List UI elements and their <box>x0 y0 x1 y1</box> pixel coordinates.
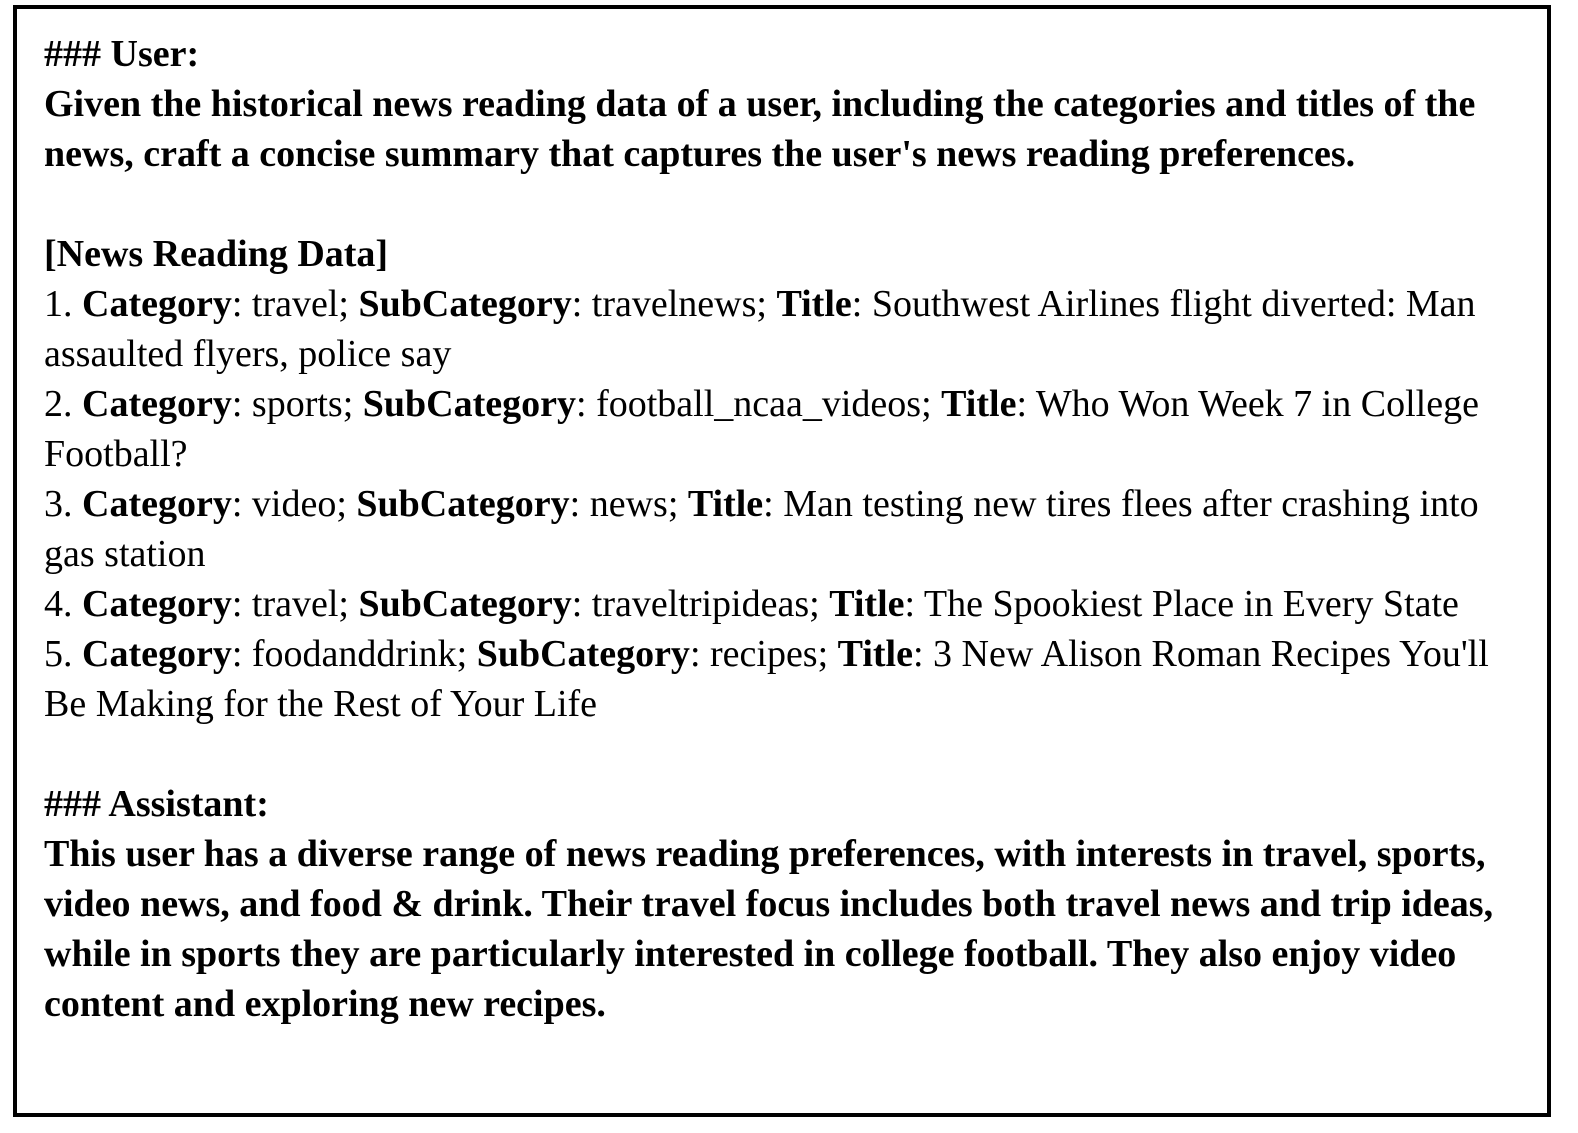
spacer <box>44 179 1534 229</box>
subcategory-value: travelnews <box>591 283 757 325</box>
news-data-header: [News Reading Data] <box>44 233 389 275</box>
subcategory-value: news <box>589 483 668 525</box>
title-label: Title <box>776 283 852 325</box>
title-value: Man testing new tires flees after crashing into gas station <box>44 483 1479 575</box>
subcategory-value: traveltripideas <box>591 583 810 625</box>
subcategory-label: SubCategory <box>356 483 570 525</box>
subcategory-label: SubCategory <box>358 283 572 325</box>
title-value: Southwest Airlines flight diverted: Man assaulted flyers, police say <box>44 283 1476 375</box>
user-header: ### User: <box>44 33 200 75</box>
news-item-number: 2. <box>44 383 73 425</box>
news-item-number: 1. <box>44 283 73 325</box>
user-instruction: Given the historical news reading data of a user, including the categories and titles of the news, craft a concise summary that captures the user's news reading preferences. <box>44 83 1476 175</box>
subcategory-value: football_ncaa_videos <box>596 383 922 425</box>
news-item-4: 4. Category: travel; SubCategory: traveltripideas; Title: The Spookiest Place in Every State <box>44 583 1459 625</box>
category-label: Category <box>82 383 232 425</box>
subcategory-label: SubCategory <box>476 633 690 675</box>
news-item-list <box>44 279 1534 729</box>
category-label: Category <box>82 633 232 675</box>
news-item-number: 4. <box>44 583 73 625</box>
category-value: travel <box>251 283 339 325</box>
subcategory-value: recipes <box>710 633 818 675</box>
news-item-number: 3. <box>44 483 73 525</box>
subcategory-label: SubCategory <box>362 383 576 425</box>
prompt-frame <box>13 5 1551 1117</box>
title-value: The Spookiest Place in Every State <box>923 583 1459 625</box>
category-value: travel <box>251 583 339 625</box>
news-item-2: 2. Category: sports; SubCategory: football_ncaa_videos; Title: Who Won Week 7 in College Football? <box>44 383 1479 475</box>
category-value: foodanddrink <box>251 633 457 675</box>
category-label: Category <box>82 583 232 625</box>
title-label: Title <box>687 483 764 525</box>
category-value: sports <box>251 383 343 425</box>
news-item-5: 5. Category: foodanddrink; SubCategory: recipes; Title: 3 New Alison Roman Recipes You'll Be Making for the Rest of Your Life <box>44 633 1489 725</box>
subcategory-label: SubCategory <box>358 583 572 625</box>
assistant-header: ### Assistant: <box>44 783 269 825</box>
title-label: Title <box>941 383 1017 425</box>
news-item-1: 1. Category: travel; SubCategory: travelnews; Title: Southwest Airlines flight diverted: Man assaulted flyers, police say <box>44 283 1476 375</box>
prompt-content <box>44 29 1534 1029</box>
spacer <box>44 729 1534 779</box>
assistant-response: This user has a diverse range of news reading preferences, with interests in travel, sports, video news, and food & drink. Their travel focus includes both travel news and trip ideas, while in sports they are particularly interested in college football. They also enjoy video content and exploring new recipes. <box>44 833 1494 1025</box>
title-value: Who Won Week 7 in College Football? <box>44 383 1479 475</box>
category-label: Category <box>82 483 232 525</box>
title-label: Title <box>829 583 905 625</box>
news-item-number: 5. <box>44 633 73 675</box>
category-label: Category <box>82 283 232 325</box>
title-label: Title <box>837 633 913 675</box>
category-value: video <box>251 483 337 525</box>
news-item-3: 3. Category: video; SubCategory: news; Title: Man testing new tires flees after crashing into gas station <box>44 483 1479 575</box>
title-value: 3 New Alison Roman Recipes You'll Be Making for the Rest of Your Life <box>44 633 1489 725</box>
